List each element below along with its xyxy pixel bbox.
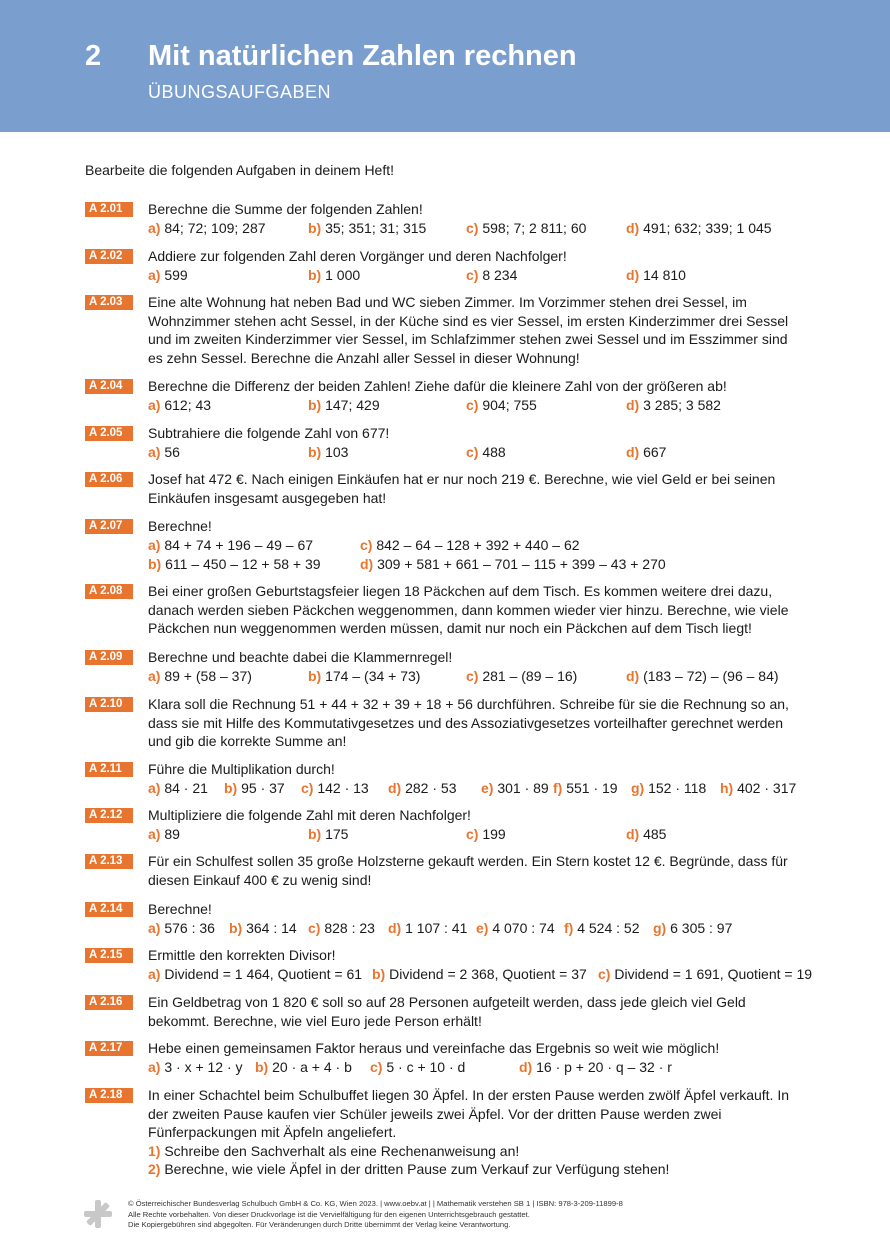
subtask-label: e) — [476, 919, 489, 936]
subtask-label: a) — [148, 536, 161, 553]
subtask-item — [308, 396, 380, 415]
subtask-label: h) — [720, 779, 734, 796]
subtask-expression: 612; 43 — [160, 396, 212, 413]
subtask-label: b) — [308, 825, 322, 842]
subtask-expression: 485 — [639, 825, 667, 842]
subtask-expression: 904; 755 — [478, 396, 537, 413]
task-text: Hebe einen gemeinsamen Faktor heraus und vereinfache das Ergebnis so weit wie möglich! — [148, 1040, 720, 1056]
subtask-label: c) — [466, 825, 479, 842]
task-text: Addiere zur folgenden Zahl deren Vorgänger und deren Nachfolger! — [148, 248, 567, 264]
footer-line-3: Die Kopiergebühren sind abgegolten. Für Veränderungen durch Dritte übernimmt der Verlag keine Verantwortung. — [128, 1220, 511, 1229]
subtask-expression: 174 – (34 + 73) — [321, 667, 421, 684]
subtask-expression: 84 · 21 — [160, 779, 208, 796]
subtask-expression: 6 305 : 97 — [666, 919, 733, 936]
subtask-item — [148, 1058, 243, 1077]
subtask-expression: 142 · 13 — [313, 779, 369, 796]
subtask-item — [476, 919, 555, 938]
subtask-row — [148, 266, 805, 285]
task-text: Ermittle den korrekten Divisor! — [148, 947, 336, 963]
subtask-item — [466, 443, 506, 462]
subtask-expression: Dividend = 1 464, Quotient = 61 — [160, 965, 363, 982]
subtask-item — [370, 1058, 465, 1077]
subtask-expression: 89 — [160, 825, 180, 842]
subtask-expression: 3 285; 3 582 — [639, 396, 721, 413]
subtask-item — [553, 779, 618, 798]
step-label: 2) — [148, 1161, 161, 1177]
subtask-expression: 667 — [639, 443, 667, 460]
subtask-item — [388, 779, 456, 798]
subtask-expression: Dividend = 2 368, Quotient = 37 — [385, 965, 587, 982]
chapter-subtitle: ÜBUNGSAUFGABEN — [148, 82, 332, 102]
subtask-expression: 488 — [478, 443, 506, 460]
subtask-row — [148, 825, 805, 844]
subtask-label: d) — [626, 825, 640, 842]
task-number-badge: A 2.08 — [85, 584, 133, 599]
subtask-expression: 309 + 581 + 661 – 701 – 115 + 399 – 43 + 270 — [373, 555, 666, 572]
subtask-label: c) — [466, 443, 479, 460]
task-number-badge: A 2.09 — [85, 650, 133, 665]
subtask-item — [148, 919, 215, 938]
subtask-label: a) — [148, 1058, 161, 1075]
subtask-expression: 4 524 : 52 — [573, 919, 640, 936]
task-a-2-14 — [85, 900, 805, 938]
subtask-item — [466, 219, 586, 238]
task-a-2-15 — [85, 946, 813, 984]
subtask-row — [148, 919, 805, 938]
subtask-label: b) — [372, 965, 386, 982]
subtask-expression: 598; 7; 2 811; 60 — [478, 219, 587, 236]
subtask-item — [308, 667, 420, 686]
subtask-item — [466, 825, 506, 844]
subtask-item — [148, 443, 180, 462]
subtask-label: b) — [308, 219, 322, 236]
subtask-expression: 4 070 : 74 — [488, 919, 555, 936]
subtask-expression: 84 + 74 + 196 – 49 – 67 — [160, 536, 314, 553]
task-text: Führe die Multiplikation durch! — [148, 761, 335, 777]
subtask-expression: 576 : 36 — [160, 919, 215, 936]
subtask-item — [360, 536, 580, 555]
subtask-expression: 95 · 37 — [237, 779, 285, 796]
subtask-label: a) — [148, 443, 161, 460]
task-text: Ein Geldbetrag von 1 820 € soll so auf 28 Personen aufgeteilt werden, dass jede gleich viel Geld bekommt. Berechne, wie viel Euro jede Person erhält! — [148, 994, 746, 1029]
task-number-badge: A 2.01 — [85, 202, 133, 217]
subtask-label: d) — [626, 443, 640, 460]
subtask-item — [372, 965, 587, 984]
task-number-badge: A 2.05 — [85, 426, 133, 441]
subtask-item — [481, 779, 549, 798]
footer-line-1: © Österreichischer Bundesverlag Schulbuch GmbH & Co. KG, Wien 2023. | www.oebv.at | | Mathematik verstehen SB 1 | ISBN: 978-3-209-11899-8 — [128, 1199, 623, 1208]
subtask-item — [255, 1058, 352, 1077]
subtask-label: b) — [308, 396, 322, 413]
task-a-2-02 — [85, 247, 805, 285]
task-a-2-07 — [85, 517, 805, 574]
task-a-2-01 — [85, 200, 805, 238]
step-label: 1) — [148, 1142, 161, 1159]
subtask-item — [626, 443, 666, 462]
task-text: Berechne und beachte dabei die Klammernregel! — [148, 649, 453, 665]
subtask-expression: Dividend = 1 691, Quotient = 19 — [610, 965, 813, 982]
subtask-expression: 199 — [478, 825, 506, 842]
task-text: Subtrahiere die folgende Zahl von 677! — [148, 425, 390, 441]
subtask-expression: 828 : 23 — [320, 919, 375, 936]
subtask-label: b) — [229, 919, 243, 936]
subtask-label: d) — [360, 555, 374, 572]
task-text: Multipliziere die folgende Zahl mit deren Nachfolger! — [148, 807, 471, 823]
chapter-number: 2 — [85, 40, 102, 72]
subtask-expression: 35; 351; 31; 315 — [321, 219, 427, 236]
subtask-label: f) — [553, 779, 563, 796]
task-a-2-16 — [85, 993, 805, 1030]
subtask-label: c) — [466, 266, 479, 283]
subtask-label: e) — [481, 779, 494, 796]
task-number-badge: A 2.15 — [85, 948, 133, 963]
subtask-expression: 1 000 — [321, 266, 361, 283]
task-a-2-08 — [85, 582, 805, 638]
chapter-header — [0, 0, 890, 132]
subtask-label: c) — [466, 396, 479, 413]
subtask-item — [148, 825, 180, 844]
subtask-item — [564, 919, 640, 938]
subtask-label: a) — [148, 266, 161, 283]
subtask-expression: 402 · 317 — [733, 779, 797, 796]
subtask-item — [720, 779, 796, 798]
subtask-item — [626, 219, 772, 238]
subtask-label: b) — [308, 443, 322, 460]
subtask-expression: 103 — [321, 443, 349, 460]
task-number-badge: A 2.13 — [85, 854, 133, 869]
footer-line-2: Alle Rechte vorbehalten. Von dieser Druckvorlage ist die Vervielfältigung für den eigenen Unterrichtsgebrauch gestattet. — [128, 1209, 530, 1219]
subtask-item — [229, 919, 297, 938]
intro-text: Bearbeite die folgenden Aufgaben in deinem Heft! — [85, 162, 395, 178]
task-number-badge: A 2.18 — [85, 1088, 133, 1103]
subtask-item — [626, 266, 686, 285]
subtask-item — [598, 965, 812, 984]
subtask-expression: 16 · p + 20 · q – 32 · r — [532, 1058, 672, 1075]
subtask-expression: 611 – 450 – 12 + 58 + 39 — [161, 555, 321, 572]
subtask-item — [626, 667, 779, 686]
task-a-2-11 — [85, 760, 805, 798]
subtask-item — [148, 779, 208, 798]
subtask-item — [308, 266, 360, 285]
task-text: Berechne! — [148, 901, 212, 917]
subtask-expression: 152 · 118 — [644, 779, 707, 796]
subtask-label: c) — [301, 779, 314, 796]
subtask-label: c) — [308, 919, 321, 936]
subtask-item — [466, 396, 537, 415]
subtask-expression: 301 · 89 — [493, 779, 549, 796]
chapter-title: Mit natürlichen Zahlen rechnen — [148, 40, 577, 72]
task-a-2-12 — [85, 806, 805, 844]
footer — [128, 1199, 623, 1231]
subtask-label: b) — [224, 779, 238, 796]
subtask-expression: 491; 632; 339; 1 045 — [639, 219, 772, 236]
task-number-badge: A 2.10 — [85, 697, 133, 712]
subtask-label: g) — [631, 779, 645, 796]
subtask-label: a) — [148, 779, 161, 796]
subtask-label: d) — [626, 667, 640, 684]
subtask-item — [148, 555, 321, 574]
subtask-label: c) — [466, 667, 479, 684]
subtask-expression: 5 · c + 10 · d — [382, 1058, 466, 1075]
subtask-label: g) — [653, 919, 667, 936]
task-number-badge: A 2.06 — [85, 472, 133, 487]
subtask-expression: 551 · 19 — [562, 779, 618, 796]
subtask-row — [148, 219, 805, 238]
subtask-label: d) — [626, 219, 640, 236]
task-number-badge: A 2.03 — [85, 295, 133, 310]
subtask-expression: 8 234 — [478, 266, 518, 283]
subtask-label: d) — [388, 779, 402, 796]
subtask-item — [148, 219, 266, 238]
task-number-badge: A 2.11 — [85, 762, 133, 777]
subtask-item — [626, 396, 721, 415]
subtask-expression: 282 · 53 — [401, 779, 457, 796]
subtask-item — [308, 219, 426, 238]
subtask-expression: 89 + (58 – 37) — [160, 667, 252, 684]
subtask-row — [148, 555, 805, 574]
task-text: Für ein Schulfest sollen 35 große Holzsterne gekauft werden. Ein Stern kostet 12 €. Begründe, dass für diesen Einkauf 400 € zu wenig sind! — [148, 853, 788, 888]
task-a-2-18 — [85, 1086, 805, 1179]
task-text: Klara soll die Rechnung 51 + 44 + 32 + 39 + 18 + 56 durchführen. Schreibe für sie die Rechnung so an, dass sie mit Hilfe des Kommutativgesetzes und des Assoziativgesetzes vorteilhafter gerechnet werden und gib die korrekte Summe an! — [148, 696, 789, 749]
subtask-label: a) — [148, 825, 161, 842]
subtask-expression: 1 107 : 41 — [401, 919, 468, 936]
task-number-badge: A 2.12 — [85, 808, 133, 823]
task-a-2-10 — [85, 695, 805, 751]
subtask-item — [631, 779, 706, 798]
step-text: Berechne, wie viele Äpfel in der dritten Pause zum Verkauf zur Verfügung stehen! — [160, 1161, 670, 1177]
subtask-label: d) — [626, 266, 640, 283]
subtask-label: d) — [626, 396, 640, 413]
publisher-logo-icon — [82, 1198, 114, 1230]
subtask-label: a) — [148, 219, 161, 236]
subtask-expression: 147; 429 — [321, 396, 380, 413]
subtask-item — [388, 919, 467, 938]
subtask-item — [626, 825, 666, 844]
subtask-expression: 842 – 64 – 128 + 392 + 440 – 62 — [372, 536, 580, 553]
subtask-row — [148, 965, 813, 984]
subtask-expression: 3 · x + 12 · y — [160, 1058, 243, 1075]
subtask-label: f) — [564, 919, 574, 936]
subtask-expression: 599 — [160, 266, 188, 283]
subtask-label: c) — [370, 1058, 383, 1075]
task-number-badge: A 2.17 — [85, 1041, 133, 1056]
subtask-item — [301, 779, 369, 798]
task-step — [148, 1160, 805, 1179]
task-step — [148, 1142, 805, 1161]
task-text: Berechne! — [148, 518, 212, 534]
subtask-row — [148, 396, 805, 415]
task-a-2-17 — [85, 1039, 805, 1077]
subtask-item — [308, 825, 348, 844]
subtask-label: a) — [148, 919, 161, 936]
subtask-item — [148, 396, 211, 415]
subtask-expression: 14 810 — [639, 266, 686, 283]
subtask-item — [308, 919, 375, 938]
task-a-2-03 — [85, 293, 805, 367]
task-number-badge: A 2.04 — [85, 379, 133, 394]
subtask-row — [148, 1058, 805, 1077]
subtask-label: b) — [148, 555, 162, 572]
subtask-expression: 364 : 14 — [242, 919, 297, 936]
subtask-label: a) — [148, 667, 161, 684]
subtask-item — [466, 667, 577, 686]
subtask-label: a) — [148, 396, 161, 413]
task-text: Bei einer großen Geburtstagsfeier liegen 18 Päckchen auf dem Tisch. Es kommen weitere drei dazu, danach werden sieben Päckchen weggenommen, dann kommen wieder vier hinzu. Berechne, wie viele Päckchen nun weggenommen werden müssen, damit nur noch ein Päckchen auf dem Tisch liegt! — [148, 583, 789, 636]
task-text: Eine alte Wohnung hat neben Bad und WC sieben Zimmer. Im Vorzimmer stehen drei Sessel, im Wohnzimmer stehen acht Sessel, in der Küche sind es vier Sessel, im ersten Kinderzimmer drei Sessel und im zweiten Kinderzimmer vier Sessel, im Schlafzimmer stehen zwei Sessel und im Esszimmer sind es zehn Sessel. Berechne die Anzahl aller Sessel in dieser Wohnung! — [148, 294, 789, 366]
subtask-label: b) — [308, 667, 322, 684]
subtask-row — [148, 779, 805, 798]
subtask-item — [148, 667, 252, 686]
subtask-item — [148, 965, 362, 984]
subtask-label: d) — [388, 919, 402, 936]
task-a-2-06 — [85, 470, 805, 507]
subtask-item — [308, 443, 348, 462]
subtask-item — [224, 779, 285, 798]
subtask-label: d) — [519, 1058, 533, 1075]
task-number-badge: A 2.16 — [85, 995, 133, 1010]
subtask-expression: (183 – 72) – (96 – 84) — [639, 667, 779, 684]
task-a-2-05 — [85, 424, 805, 462]
subtask-item — [148, 536, 313, 555]
subtask-expression: 84; 72; 109; 287 — [160, 219, 266, 236]
subtask-expression: 281 – (89 – 16) — [478, 667, 578, 684]
subtask-item — [148, 266, 188, 285]
subtask-label: b) — [308, 266, 322, 283]
task-text: Berechne die Summe der folgenden Zahlen! — [148, 201, 423, 217]
subtask-expression: 20 · a + 4 · b — [268, 1058, 352, 1075]
task-a-2-13 — [85, 852, 805, 889]
subtask-expression: 56 — [160, 443, 180, 460]
subtask-label: c) — [360, 536, 373, 553]
subtask-item — [360, 555, 666, 574]
task-a-2-04 — [85, 377, 805, 415]
task-text: Berechne die Differenz der beiden Zahlen! Ziehe dafür die kleinere Zahl von der größeren ab! — [148, 378, 727, 394]
task-text: Josef hat 472 €. Nach einigen Einkäufen hat er nur noch 219 €. Berechne, wie viel Geld er bei seinen Einkäufen insgesamt ausgegeben hat! — [148, 471, 776, 506]
subtask-expression: 175 — [321, 825, 349, 842]
task-text: In einer Schachtel beim Schulbuffet liegen 30 Äpfel. In der ersten Pause werden zwölf Äpfel verkauft. In der zweiten Pause kaufen vier Schüler jeweils zwei Äpfel. Vor der dritten Pause werden zwei Fünferpackungen mit Äpfeln angeliefert. — [148, 1087, 790, 1140]
task-number-badge: A 2.14 — [85, 902, 133, 917]
subtask-row — [148, 667, 805, 686]
task-number-badge: A 2.02 — [85, 249, 133, 264]
subtask-label: c) — [598, 965, 611, 982]
task-number-badge: A 2.07 — [85, 519, 133, 534]
subtask-label: c) — [466, 219, 479, 236]
subtask-item — [519, 1058, 672, 1077]
task-a-2-09 — [85, 648, 805, 686]
step-text: Schreibe den Sachverhalt als eine Rechenanweisung an! — [160, 1142, 520, 1159]
subtask-row — [148, 443, 805, 462]
subtask-row — [148, 536, 805, 555]
subtask-item — [466, 266, 517, 285]
subtask-label: a) — [148, 965, 161, 982]
subtask-label: b) — [255, 1058, 269, 1075]
subtask-item — [653, 919, 732, 938]
